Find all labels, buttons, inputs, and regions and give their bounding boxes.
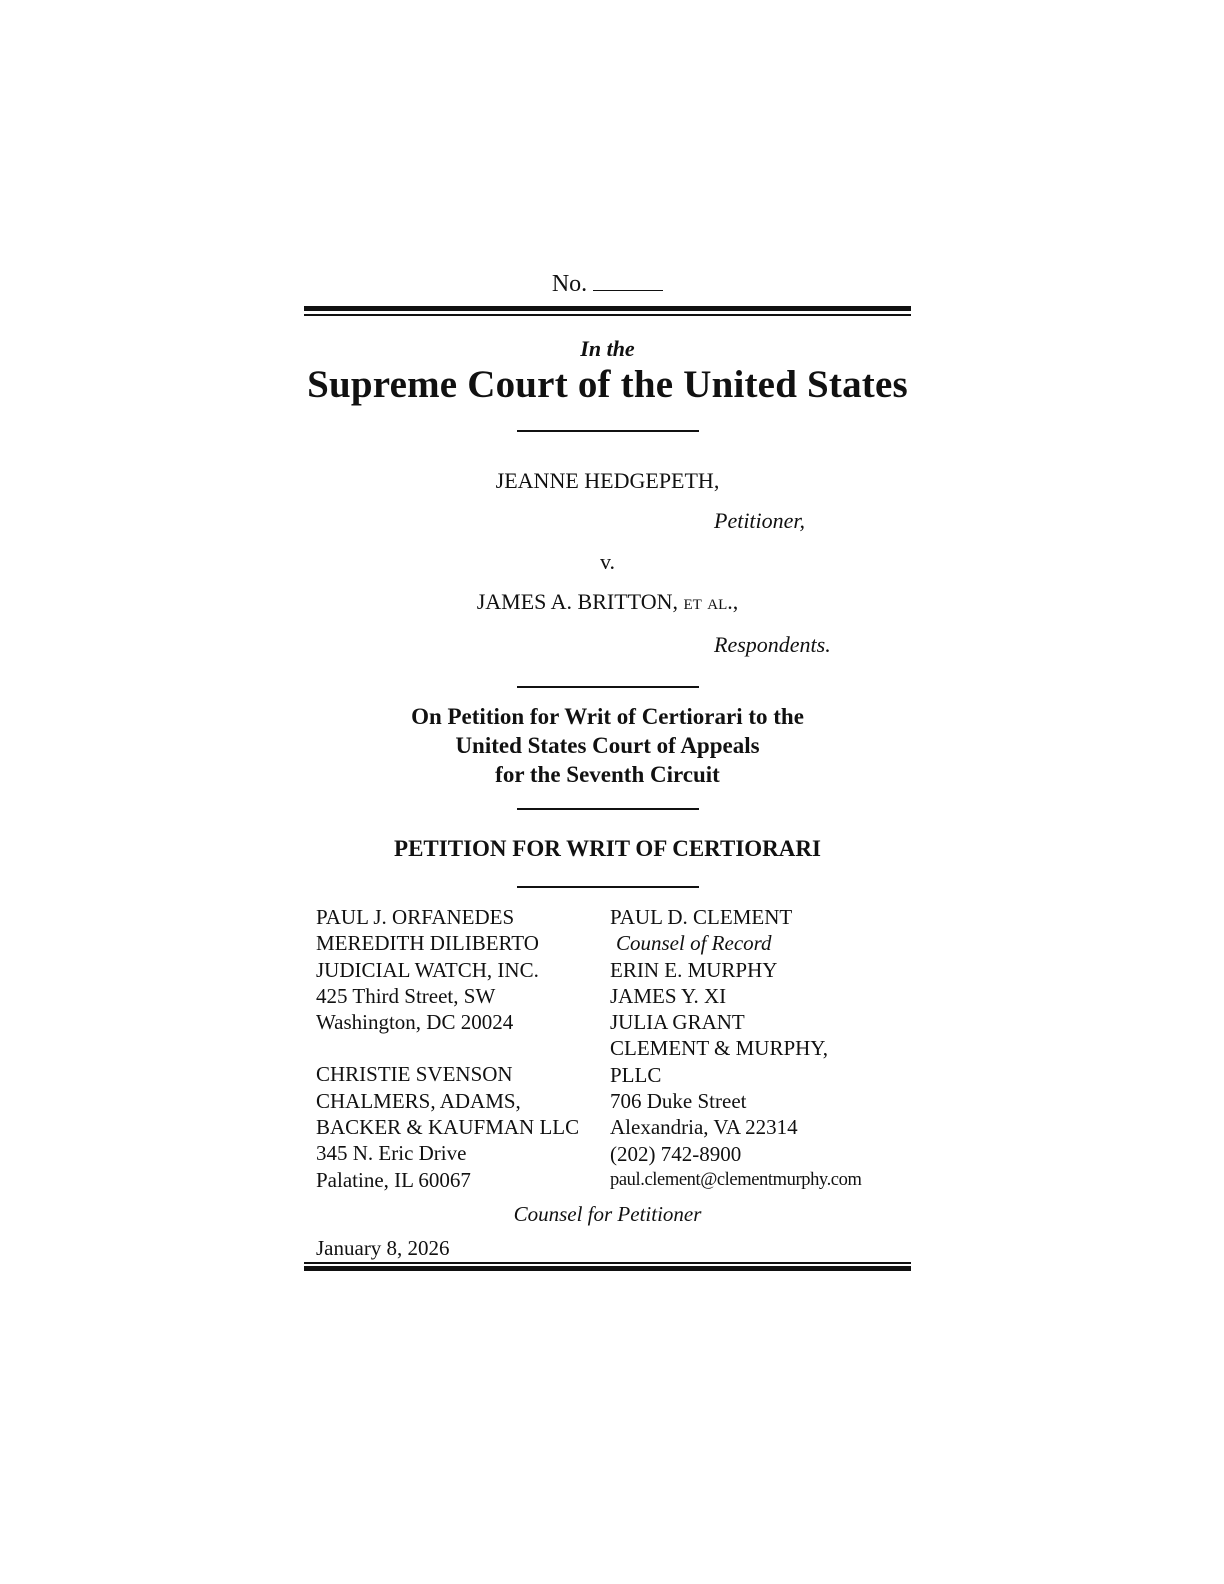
- divider-rule: [517, 430, 699, 432]
- counsel-firm: BACKER & KAUFMAN LLC: [316, 1115, 580, 1140]
- counsel-address: Alexandria, VA 22314: [610, 1115, 798, 1140]
- counsel-of-record: Counsel of Record: [616, 931, 772, 956]
- counsel-phone: (202) 742-8900: [610, 1141, 742, 1166]
- counsel-firm: CHALMERS, ADAMS,: [316, 1088, 521, 1113]
- on-petition-heading: [304, 702, 911, 789]
- counsel-address: 706 Duke Street: [610, 1089, 747, 1114]
- in-the-label: In the: [580, 336, 635, 361]
- docket-blank: [593, 270, 663, 291]
- divider-rule: [517, 686, 699, 688]
- counsel-address: Washington, DC 20024: [316, 1010, 514, 1035]
- document-page: [304, 0, 911, 1584]
- counsel-address: 425 Third Street, SW: [316, 983, 496, 1008]
- bottom-rule-thick: [304, 1266, 911, 1271]
- counsel-name: MEREDITH DILIBERTO: [316, 931, 539, 956]
- counsel-left-column: [316, 904, 579, 1193]
- divider-rule: [517, 886, 699, 888]
- counsel-name: JAMES Y. XI: [610, 983, 727, 1008]
- top-rule-thin: [304, 314, 911, 316]
- docket-label: No.: [551, 271, 588, 297]
- spacer: [316, 1035, 579, 1061]
- counsel-address: 345 N. Eric Drive: [316, 1141, 467, 1166]
- on-petition-line: United States Court of Appeals: [455, 733, 760, 758]
- counsel-name: ERIN E. MURPHY: [610, 957, 778, 982]
- document-title: PETITION FOR WRIT OF CERTIORARI: [394, 836, 821, 861]
- counsel-right-column: [610, 904, 861, 1193]
- bottom-rule-thin: [304, 1262, 911, 1264]
- counsel-address: Palatine, IL 60067: [316, 1167, 471, 1192]
- counsel-firm: CLEMENT & MURPHY,: [610, 1036, 829, 1061]
- petitioner-name: JEANNE HEDGEPETH,: [495, 468, 720, 493]
- counsel-firm: JUDICIAL WATCH, INC.: [316, 957, 539, 982]
- on-petition-line: On Petition for Writ of Certiorari to the: [411, 704, 804, 729]
- divider-rule: [517, 808, 699, 810]
- filing-date: January 8, 2026: [316, 1236, 450, 1260]
- counsel-firm: PLLC: [610, 1062, 662, 1087]
- on-petition-line: for the Seventh Circuit: [495, 762, 720, 787]
- counsel-for-petitioner: Counsel for Petitioner: [513, 1202, 702, 1226]
- respondent-name: JAMES A. BRITTON, et al.,: [476, 589, 739, 614]
- counsel-name: PAUL D. CLEMENT: [610, 905, 793, 929]
- respondent-role: Respondents.: [714, 632, 831, 657]
- court-title: Supreme Court of the United States: [307, 363, 908, 406]
- versus: v.: [599, 549, 616, 574]
- docket-number: [304, 270, 911, 298]
- counsel-name: CHRISTIE SVENSON: [316, 1062, 513, 1087]
- petitioner-role: Petitioner,: [714, 508, 806, 533]
- counsel-email: paul.clement@clementmurphy.com: [610, 1169, 862, 1190]
- counsel-name: PAUL J. ORFANEDES: [316, 905, 515, 929]
- counsel-name: JULIA GRANT: [610, 1010, 745, 1035]
- top-rule-thick: [304, 306, 911, 311]
